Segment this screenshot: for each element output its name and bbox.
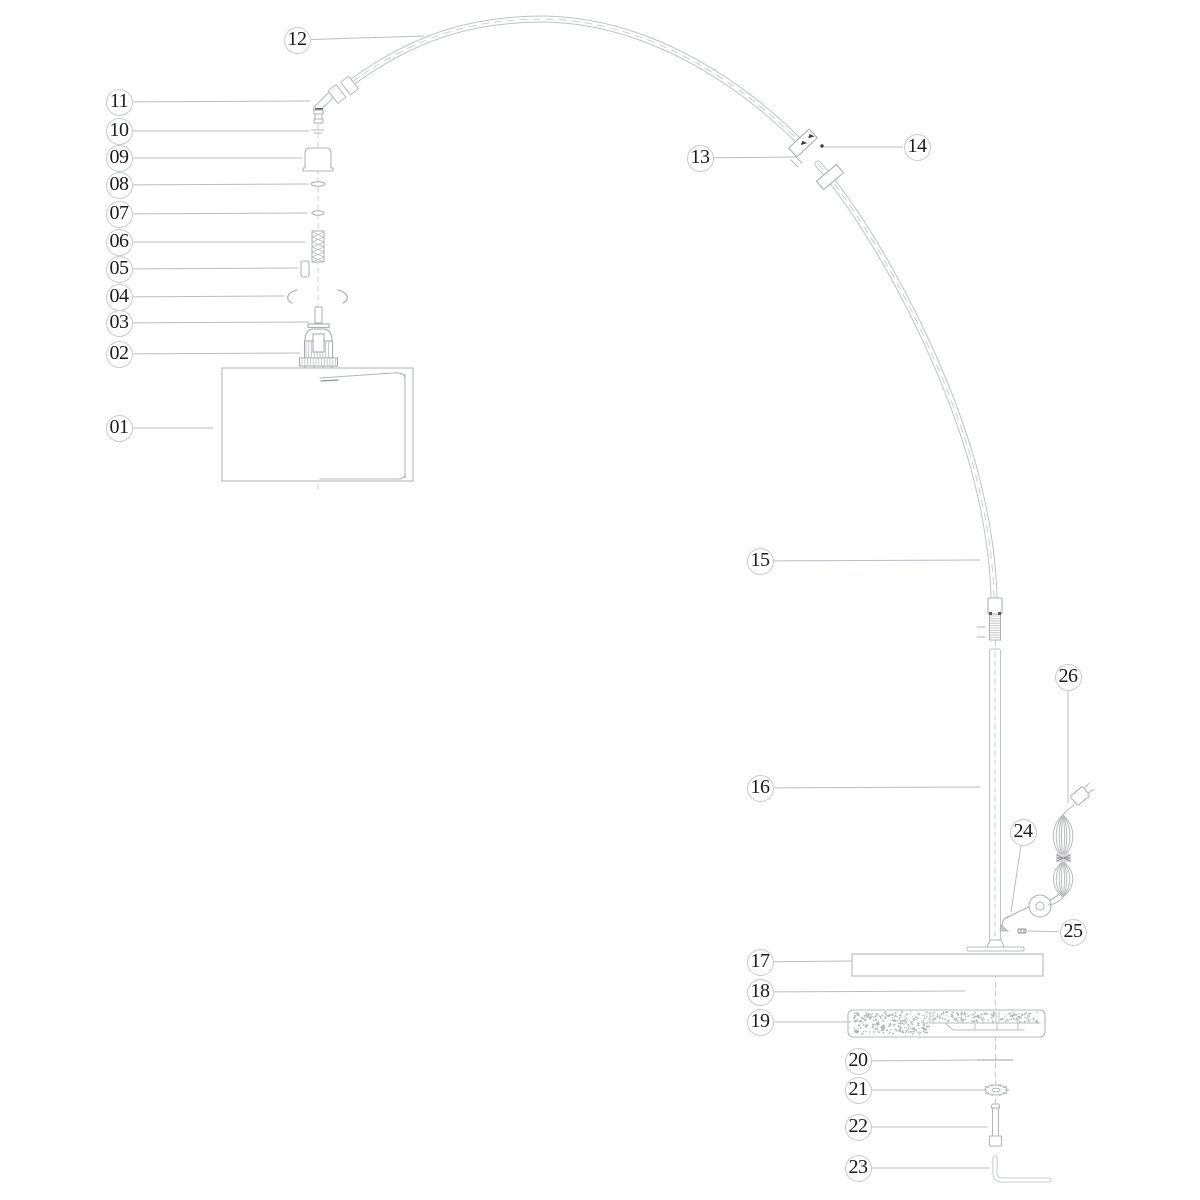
callout-number: 16 [750,776,770,798]
callout-number: 19 [750,1010,770,1032]
callout-number: 08 [109,173,129,195]
cord-clip-and-switch [1000,892,1061,933]
callout-number: 10 [109,119,129,141]
callout-number: 22 [848,1115,868,1137]
callout-04 [106,284,133,311]
callout-15 [747,548,774,575]
plug-icon [1070,782,1095,806]
callout-10 [106,118,133,145]
callout-19 [747,1009,774,1036]
callout-number: 26 [1058,665,1078,687]
callout-number: 11 [109,90,129,112]
callout-03 [106,310,133,337]
callout-08 [106,172,133,199]
lamp-socket [300,324,338,370]
serrated-washer [983,1084,1009,1095]
pole-coupler [977,598,1002,640]
callout-20 [845,1048,872,1075]
callout-14 [904,134,931,161]
small-sleeve [301,261,309,277]
allen-key [995,1158,1049,1180]
elbow-fitting [312,76,358,133]
callout-number: 25 [1063,920,1083,942]
callout-24 [1010,819,1037,846]
inline-switch [1029,895,1051,917]
locknut [312,130,324,133]
callout-number: 14 [907,135,927,157]
callout-number: 18 [750,980,770,1002]
callout-number: 17 [750,950,770,972]
set-screw-dot [820,144,823,147]
callout-number: 02 [109,342,129,364]
base-plate [848,1010,1045,1037]
callout-12 [284,27,311,54]
callout-01 [106,415,133,442]
callout-number: 21 [848,1078,868,1100]
callout-25 [1060,919,1087,946]
arc-tube-lower [818,164,994,598]
screw [1018,929,1026,933]
callout-number: 07 [109,202,129,224]
callout-18 [747,979,774,1006]
bolt [990,1104,1002,1146]
callout-number: 15 [750,549,770,571]
callout-number: 01 [109,416,129,438]
callout-16 [747,775,774,802]
callout-07 [106,201,133,228]
shade-holder-cup [303,148,333,171]
base-cover [852,954,1043,976]
callout-number: 03 [109,311,129,333]
callout-number: 05 [109,257,129,279]
leader-lines [134,36,1069,1168]
callout-number: 06 [109,230,129,252]
callout-05 [106,256,133,283]
callout-number: 09 [109,146,129,168]
callout-26 [1055,664,1082,691]
callout-23 [845,1155,872,1182]
callout-number: 12 [287,28,307,50]
power-cord [1048,782,1095,905]
callout-13 [687,145,714,172]
callout-11 [106,89,133,116]
callout-number: 20 [848,1049,868,1071]
retaining-hooks [288,290,348,303]
callout-06 [106,229,133,256]
threaded-nipple [312,231,324,262]
callout-22 [845,1114,872,1141]
callout-02 [106,341,133,368]
callout-number: 04 [109,285,129,307]
callout-number: 13 [690,146,710,168]
pole [967,649,1024,951]
lampshade [222,368,413,481]
callout-09 [106,145,133,172]
callout-number: 23 [848,1156,868,1178]
arc-tube-upper [352,19,802,144]
callout-number: 24 [1013,820,1033,842]
socket-stem [315,307,322,323]
callout-21 [845,1077,872,1104]
callout-17 [747,949,774,976]
